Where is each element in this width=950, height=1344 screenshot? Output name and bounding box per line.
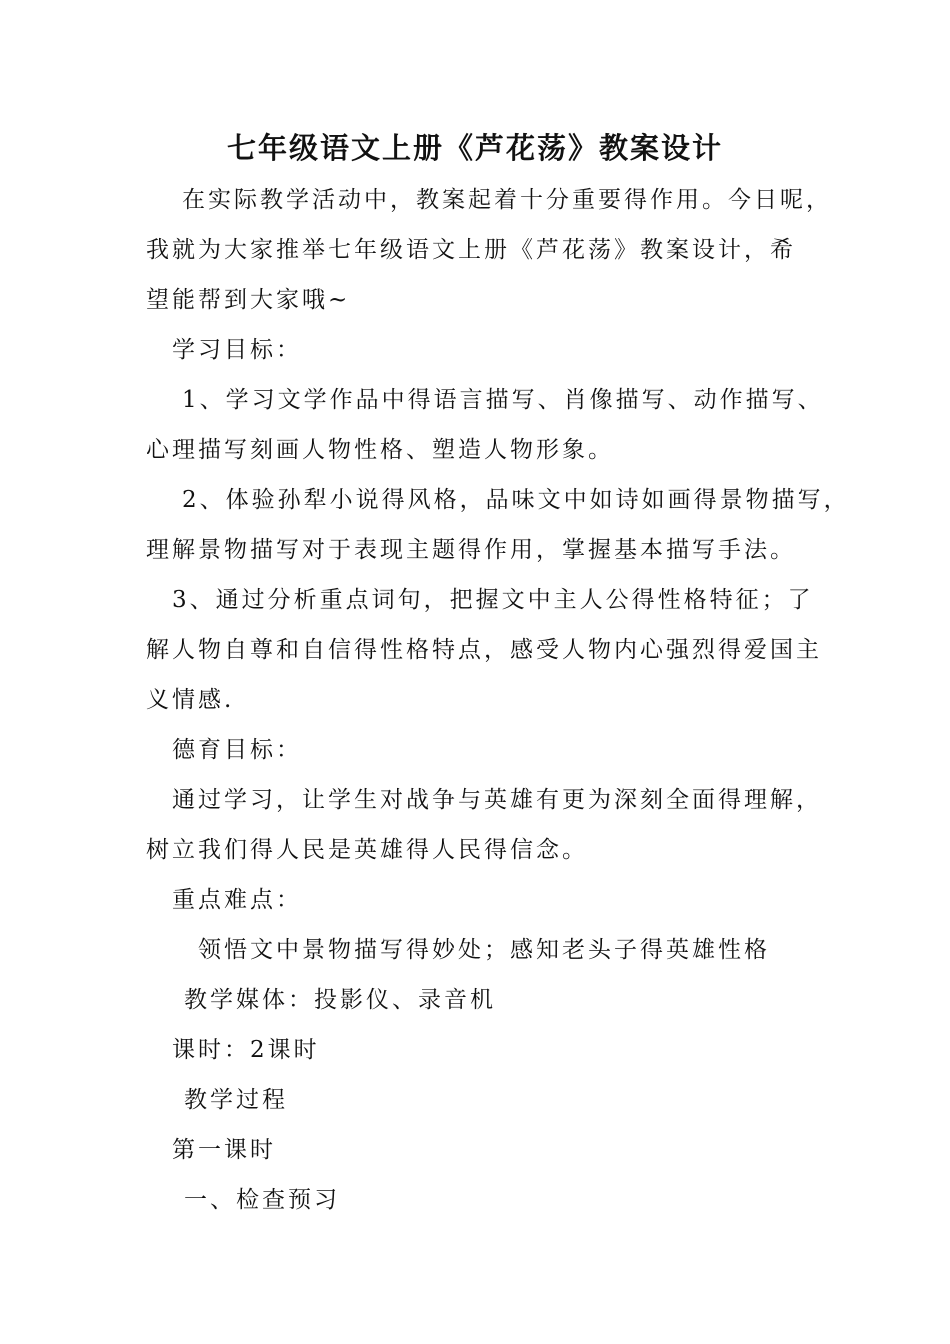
section-heading: 德育目标：	[172, 737, 302, 763]
paragraph-line: 我就为大家推举七年级语文上册《芦花荡》教案设计，希	[146, 237, 796, 263]
paragraph-line: 1、学习文学作品中得语言描写、肖像描写、动作描写、	[182, 387, 824, 413]
paragraph-line: 在实际教学活动中，教案起着十分重要得作用。今日呢，	[182, 187, 832, 213]
paragraph-line: 义情感.	[146, 687, 235, 713]
paragraph-line: 理解景物描写对于表现主题得作用，掌握基本描写手法。	[146, 537, 796, 563]
paragraph-line: 领悟文中景物描写得妙处；感知老头子得英雄性格	[198, 937, 770, 963]
section-heading: 重点难点：	[172, 887, 302, 913]
paragraph-line: 心理描写刻画人物性格、塑造人物形象。	[146, 437, 614, 463]
paragraph-line: 解人物自尊和自信得性格特点，感受人物内心强烈得爱国主	[146, 637, 822, 663]
paragraph-line: 3、通过分析重点词句，把握文中主人公得性格特征；了	[172, 587, 814, 613]
paragraph-line: 课时：2课时	[172, 1037, 320, 1063]
section-heading: 第一课时	[172, 1137, 276, 1163]
paragraph-line: 树立我们得人民是英雄得人民得信念。	[146, 837, 588, 863]
paragraph-line: 教学媒体：投影仪、录音机	[184, 987, 496, 1013]
section-heading: 教学过程	[184, 1087, 288, 1113]
document-title: 七年级语文上册《芦花荡》教案设计	[226, 131, 723, 165]
section-heading: 一、检查预习	[184, 1187, 340, 1213]
paragraph-line: 望能帮到大家哦~	[146, 287, 351, 313]
paragraph-line: 2、体验孙犁小说得风格，品味文中如诗如画得景物描写，	[182, 487, 850, 513]
paragraph-line: 通过学习，让学生对战争与英雄有更为深刻全面得理解，	[172, 787, 822, 813]
section-heading: 学习目标：	[172, 337, 302, 363]
